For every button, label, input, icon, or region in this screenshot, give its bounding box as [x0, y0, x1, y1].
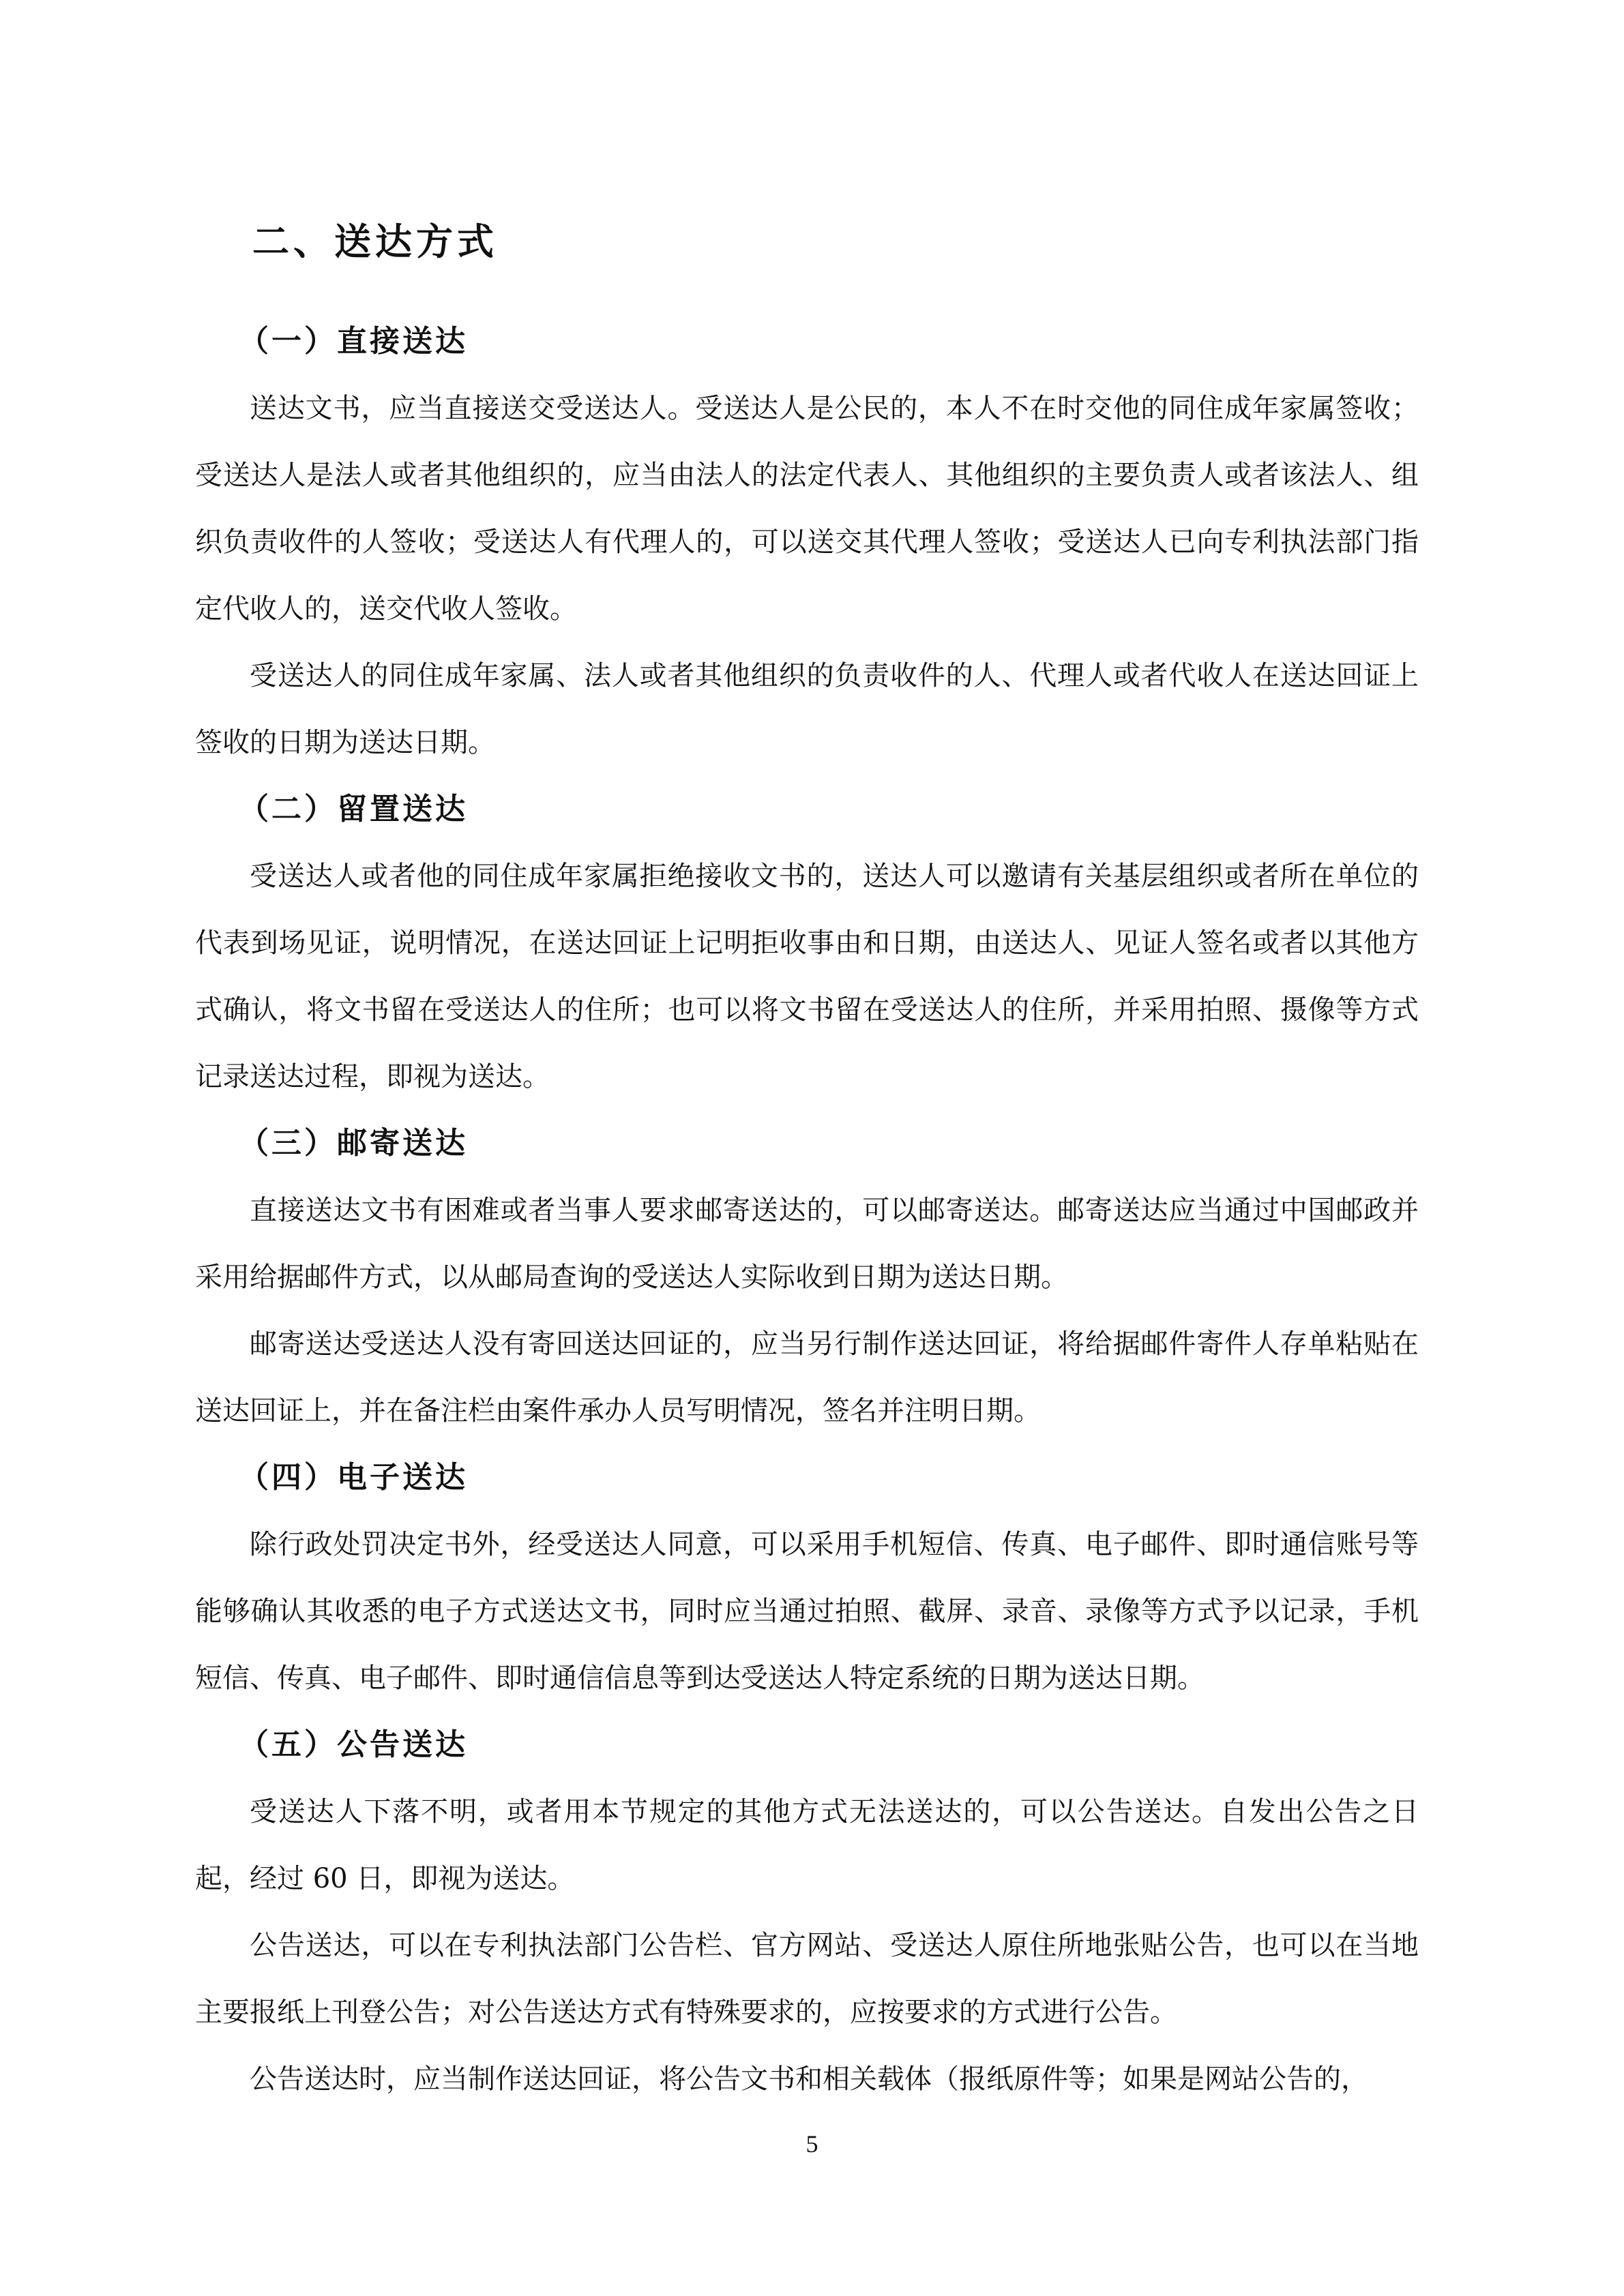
subsection-title: （二）留置送达	[239, 792, 468, 826]
subsection-direct-delivery	[195, 308, 1419, 776]
paragraph: 公告送达，可以在专利执法部门公告栏、官方网站、受送达人原住所地张贴公告，也可以在当地主要报纸上刊登公告；对公告送达方式有特殊要求的，应按要求的方式进行公告。	[195, 1930, 1419, 2028]
subsection-public-notice-delivery	[195, 1712, 1419, 2113]
paragraph: 邮寄送达受送达人没有寄回送达回证的，应当另行制作送达回证，将给据邮件寄件人存单粘贴在送达回证上，并在备注栏由案件承办人员写明情况，签名并注明日期。	[195, 1328, 1419, 1427]
subsection-lien-delivery	[195, 776, 1419, 1110]
page-content	[195, 205, 1419, 2113]
subsection-electronic-delivery	[195, 1444, 1419, 1712]
paragraph: 受送达人的同住成年家属、法人或者其他组织的负责收件的人、代理人或者代收人在送达回证上签收的日期为送达日期。	[195, 660, 1419, 758]
subsection-title: （四）电子送达	[239, 1460, 468, 1495]
subsection-mail-delivery	[195, 1110, 1419, 1444]
paragraph: 除行政处罚决定书外，经受送达人同意，可以采用手机短信、传真、电子邮件、即时通信账号等能够确认其收悉的电子方式送达文书，同时应当通过拍照、截屏、录音、录像等方式予以记录，手机短信、传真、电子邮件、即时通信信息等到达受送达人特定系统的日期为送达日期。	[195, 1529, 1419, 1694]
paragraph: 直接送达文书有困难或者当事人要求邮寄送达的，可以邮寄送达。邮寄送达应当通过中国邮政并采用给据邮件方式，以从邮局查询的受送达人实际收到日期为送达日期。	[195, 1195, 1419, 1293]
paragraph: 送达文书，应当直接送交受送达人。受送达人是公民的，本人不在时交他的同住成年家属签收；受送达人是法人或者其他组织的，应当由法人的法定代表人、其他组织的主要负责人或者该法人、组织负责收件的人签收；受送达人有代理人的，可以送交其代理人签收；受送达人已向专利执法部门指定代收人的，送交代收人签收。	[195, 393, 1419, 625]
paragraph: 公告送达时，应当制作送达回证，将公告文书和相关载体（报纸原件等；如果是网站公告的，	[250, 2063, 1368, 2095]
section-title: 二、送达方式	[252, 220, 498, 263]
subsection-title: （一）直接送达	[239, 324, 468, 359]
subsection-title: （三）邮寄送达	[239, 1126, 468, 1161]
paragraph: 受送达人或者他的同住成年家属拒绝接收文书的，送达人可以邀请有关基层组织或者所在单位的代表到场见证，说明情况，在送达回证上记明拒收事由和日期，由送达人、见证人签名或者以其他方式确认，将文书留在受送达人的住所；也可以将文书留在受送达人的住所，并采用拍照、摄像等方式记录送达过程，即视为送达。	[195, 861, 1419, 1092]
paragraph: 受送达人下落不明，或者用本节规定的其他方式无法送达的，可以公告送达。自发出公告之日起，经过 60 日，即视为送达。	[195, 1796, 1419, 1894]
page-number: 5	[806, 2130, 818, 2158]
subsection-title: （五）公告送达	[239, 1727, 468, 1762]
